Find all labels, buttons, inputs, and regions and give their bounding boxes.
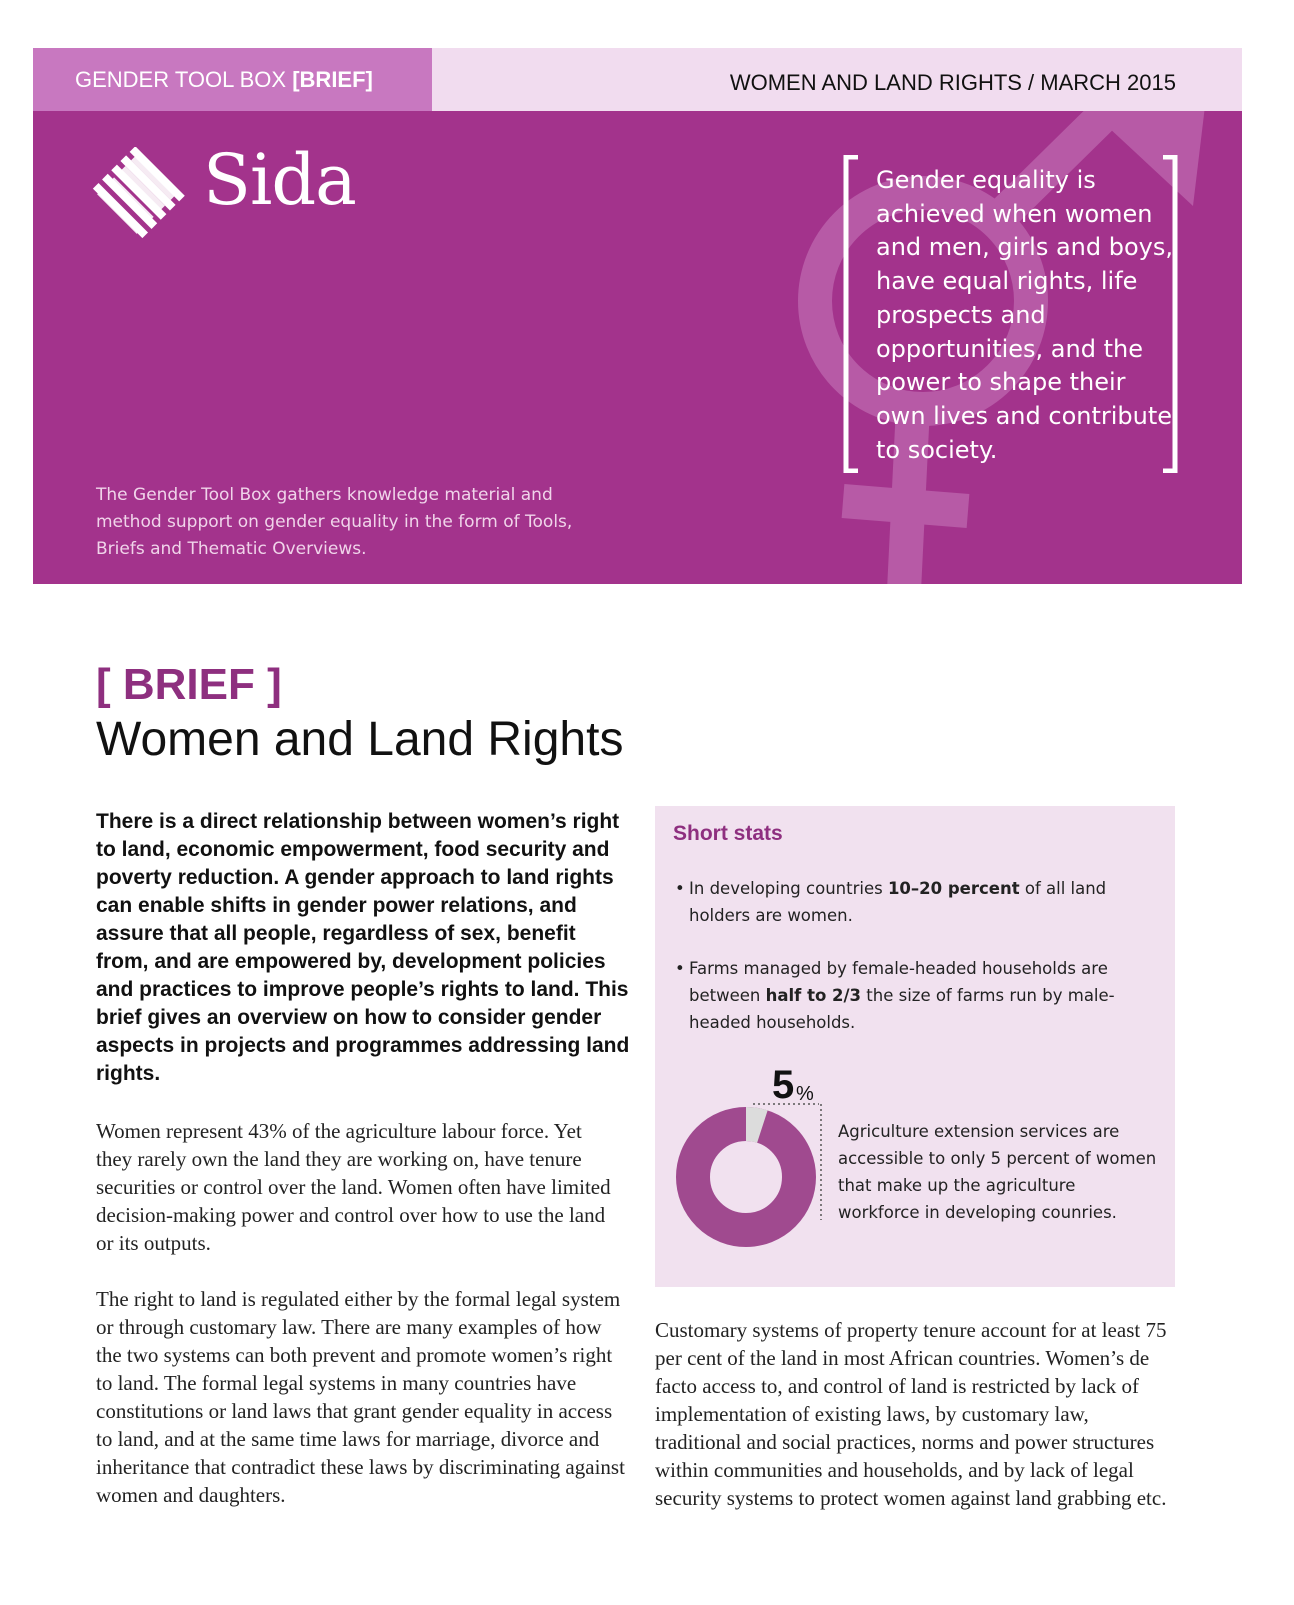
sida-logo-icon [81, 147, 191, 243]
callout-line [815, 1102, 827, 1222]
banner-description: The Gender Tool Box gathers knowledge material and method support on gender equality in the form of Tools, Briefs and Thematic Overviews. [96, 485, 573, 559]
body-paragraph-1: Women represent 43% of the agriculture labour force. Yet they rarely own the land they are working on, have tenure securities or control over the land. Women often have limited decision-making power and control over how to use the land or its outputs. [96, 1119, 611, 1255]
body-paragraph-3: Customary systems of property tenure account for at least 75 per cent of the land in most African countries. Women’s de facto access to, and control of land is restricted by lack of implementation of existing laws, by customary law, traditional and social practices, norms and power structures within communities and households, and by lack of legal security systems to protect women against land grabbing etc. [655, 1318, 1167, 1510]
donut-slice-highlight [746, 1124, 762, 1127]
brief-label: [ BRIEF ] [96, 660, 282, 709]
logo-text: Sida [203, 139, 356, 221]
banner [33, 111, 1242, 584]
toolbox-tag: [BRIEF] [292, 67, 373, 92]
stat-2-highlight: half to 2/3 [765, 986, 862, 1005]
bullet-icon: • [675, 959, 685, 978]
toolbox-prefix: GENDER TOOL BOX [75, 67, 293, 92]
stat-1-text-end: of all land holders are women. [689, 879, 1107, 925]
doc-meta: WOMEN AND LAND RIGHTS / MARCH 2015 [432, 48, 1242, 111]
quote-text: Gender equality is achieved when women and men, girls and boys, have equal rights, life prospects and opportunities, and the power to shape their own lives and contribute to society. [876, 166, 1173, 464]
stat-item-2 [675, 955, 1115, 1036]
toolbox-label [33, 48, 432, 111]
page-title: Women and Land Rights [96, 713, 624, 766]
callout-line-top [751, 1102, 821, 1106]
donut-percent-value: 5 [772, 1063, 795, 1107]
donut-chart [671, 1102, 821, 1252]
short-stats-title: Short stats [673, 822, 783, 845]
lead-paragraph: There is a direct relationship between women’s right to land, economic empowerment, food security and poverty reduction. A gender approach to land rights can enable shifts in gender power relations, and assure that all people, regardless of sex, benefit from, and are empowered by, development policies and practices to improve people’s rights to land. This brief gives an overview on how to consider gender aspects in projects and programmes addressing land rights. [96, 810, 630, 1085]
bracket-left-icon [841, 155, 861, 473]
short-stats-box [655, 806, 1175, 1287]
donut-caption: Agriculture extension services are accessible to only 5 percent of women that make up the agriculture workforce in developing counries. [838, 1122, 1157, 1222]
stat-1-text: In developing countries [689, 879, 888, 898]
stat-2-text-end: the size of farms run by male-headed households. [689, 986, 1115, 1032]
stat-1-highlight: 10–20 percent [887, 879, 1020, 898]
stat-2-text: Farms managed by female-headed households are between [689, 959, 1108, 1005]
bullet-icon: • [675, 879, 685, 898]
donut-percent-unit: % [796, 1083, 814, 1105]
body-paragraph-2: The right to land is regulated either by the formal legal system or through customary law. There are many examples of how the two systems can both prevent and promote women’s right to land. The formal legal systems in many countries have constitutions or land laws that grant gender equality in access to land, and at the same time laws for marriage, divorce and inheritance that contradict these laws by discriminating against women and daughters. [96, 1287, 625, 1507]
stat-item-1 [675, 875, 1115, 929]
